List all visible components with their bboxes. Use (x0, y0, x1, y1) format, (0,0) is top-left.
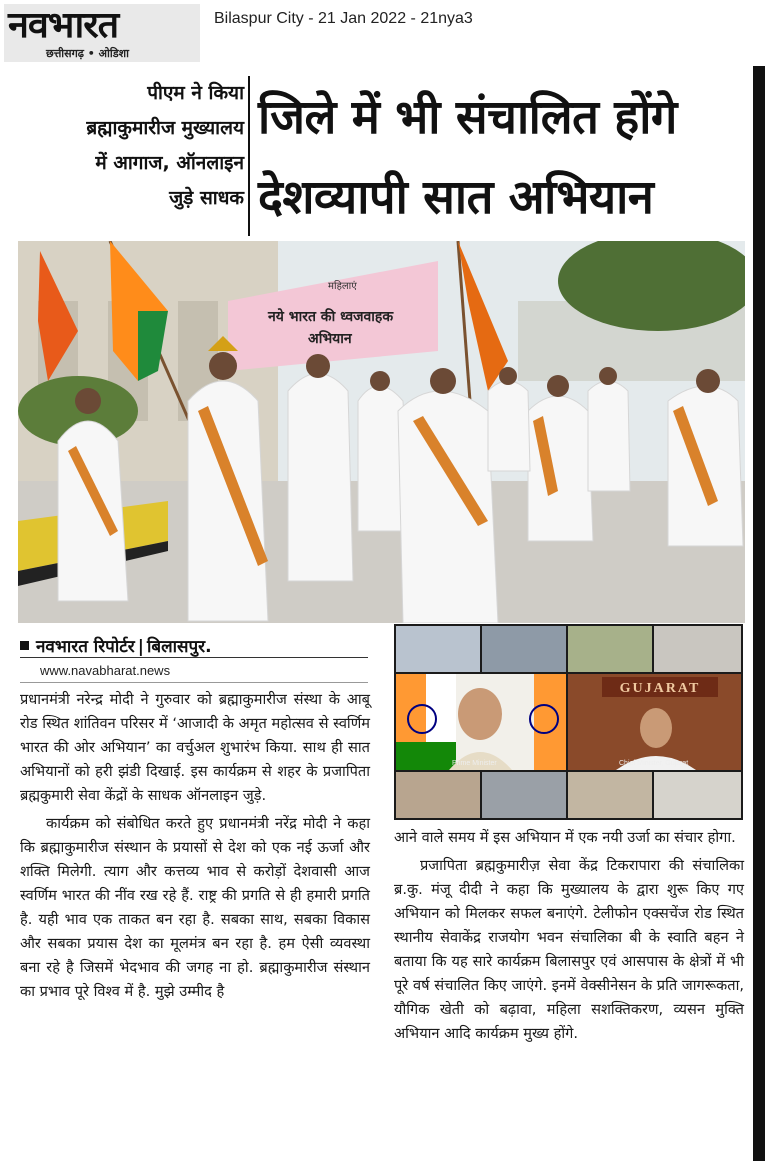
page-edge-rule (753, 66, 765, 1161)
gujarat-sign: GUJARAT (619, 681, 701, 696)
logo-text: नवभारत (8, 5, 119, 46)
article-body-left (20, 688, 370, 1008)
cm-caption: Chief Minister, Gujarat (619, 760, 689, 767)
masthead (0, 0, 765, 66)
logo-subtitle: छत्तीसगढ़ • ओडिशा (46, 47, 129, 60)
byline-bullet (20, 641, 29, 650)
headline-line: देशव्यापी सात अभियान (258, 170, 654, 225)
banner-line-3: अभियान (308, 331, 352, 347)
edition-line: Bilaspur City - 21 Jan 2022 - 21nya3 (214, 10, 473, 27)
website-rule (20, 682, 368, 683)
banner-line-2: नये भारत की ध्वजवाहक (268, 309, 394, 325)
kicker (86, 76, 244, 216)
headline (258, 78, 750, 238)
website-link[interactable]: www.navabharat.news (40, 663, 171, 678)
pm-caption: Prime Minister (452, 760, 497, 767)
paragraph: आने वाले समय में इस अभियान में एक नयी उर्जा का संचार होगा. (394, 829, 736, 846)
headline-line: जिले में भी संचालित होंगे (258, 90, 677, 145)
paragraph: प्रधानमंत्री नरेन्द्र मोदी ने गुरुवार को ब्रह्माकुमारीज संस्था के आबू रोड स्थित शांतिवन परिसर में ‘आजादी के अमृत महोत्सव से स्वर्णिम भारत की ओर अभियान’ का वर्चुअल शुभारंभ किया. साथ ही सात अभियानों को हरी झंडी दिखाई. इस कार्यक्रम से शहर के प्रजापिता ब्रह्मकुमारी सेवा केंद्रों के साधक ऑनलाइन जुड़े. (20, 691, 370, 804)
byline-source: नवभारत रिपोर्टर (36, 637, 135, 657)
kicker-line: ब्रह्माकुमारीज मुख्यालय (86, 117, 244, 139)
kicker-line: जुड़े साधक (169, 187, 244, 209)
banner-line-1: महिलाएं (328, 281, 357, 292)
byline: नवभारत रिपोर्टर | बिलासपुर. (36, 637, 212, 657)
headline-divider (248, 76, 250, 236)
kicker-line: में आगाज, ऑनलाइन (95, 152, 244, 174)
byline-rule (20, 657, 368, 658)
paragraph: प्रजापिता ब्रह्मकुमारीज़ सेवा केंद्र टिकरापारा की संचालिका ब्र.कु. मंजू दीदी ने कहा कि मुख्यालय के द्वारा शुरू किए गए अभियान को मिलकर सफल बनाएंगे. टेलीफोन एक्सचेंज रोड स्थित स्थानीय सेवाकेंद्र राजयोग भवन संचालिका बी के स्वाति बहन ने बताया कि यह सारे कार्यक्रम बिलासपुर एवं आसपास के क्षेत्रों में भी पूरे वर्ष संचालित किए जाएंगे. इनमें वेक्सीनेसन के प्रति जागरूकता, यौगिक खेती को बढ़ावा, महिला सशक्तिकरण, व्यसन मुक्ति अभियान आदि कार्यक्रम मुख्य होंगे. (394, 857, 744, 1042)
article-body-right (394, 826, 744, 1050)
byline-place: बिलासपुर. (146, 637, 212, 657)
newspaper-logo (4, 4, 200, 62)
video-conference-photo (394, 624, 743, 820)
rally-photo (18, 241, 745, 623)
kicker-line: पीएम ने किया (147, 82, 244, 104)
paragraph: कार्यक्रम को संबोधित करते हुए प्रधानमंत्री नरेंद्र मोदी ने कहा कि ब्रह्माकुमारीज संस्थान के प्रयासों से देश को एक नई ऊर्जा और शक्ति मिलेगी. त्याग और कत्तव्य भाव से करोड़ों देशवासी आज स्वर्णिम भारत की नींव रख रहे हैं. राष्ट्र की प्रगति से ही हमारी प्रगति है. यही भाव एक ताकत बन रहा है. सबका साथ, सबका विकास और सबका प्रयास देश का मूलमंत्र बन रहा है. हम ऐसी व्यवस्था बना रहे है जिसमें भेदभाव की जगह ना हो. ब्रह्माकुमारीज संस्थान का प्रभाव पूरे विश्व में है. मुझे उम्मीद है (20, 815, 370, 1000)
